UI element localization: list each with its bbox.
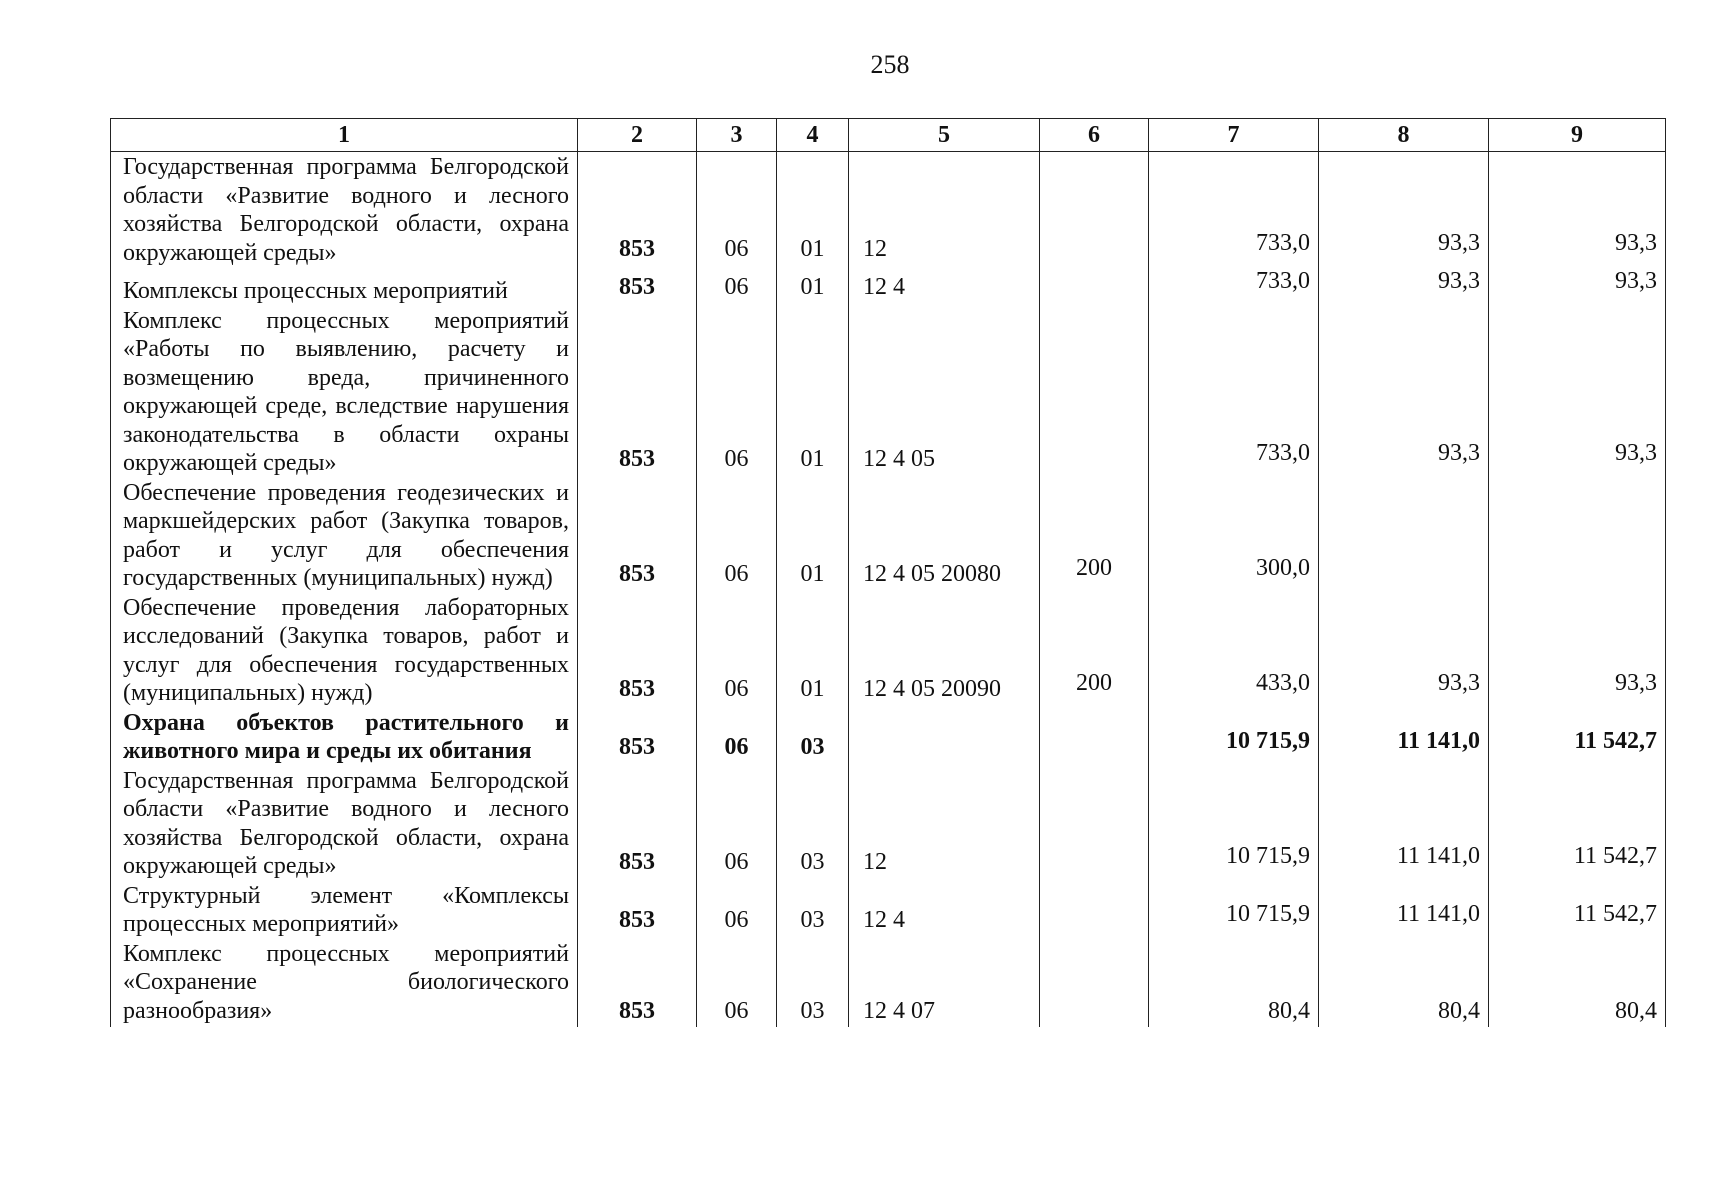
row-subsection-cell: 01 — [777, 152, 849, 268]
row-section-cell: 06 — [697, 881, 777, 939]
table-row — [111, 766, 1666, 881]
row-section-cell: 06 — [697, 766, 777, 881]
row-expense-type-cell — [1040, 306, 1149, 478]
table-row — [111, 152, 1666, 268]
row-subsection-cell: 03 — [777, 766, 849, 881]
row-name-cell: Охрана объектов растительного и животного мира и среды их обитания — [111, 708, 578, 766]
row-chapter-cell: 853 — [578, 766, 697, 881]
row-amount-year-2-cell: 93,3 — [1319, 306, 1489, 478]
table-body — [111, 152, 1666, 1028]
row-name-cell: Государственная программа Белгородской области «Развитие водного и лесного хозяйства Белгородской области, охрана окружающей среды» — [111, 766, 578, 881]
row-subsection-cell: 01 — [777, 593, 849, 708]
column-header-amount-year-1: 7 — [1149, 119, 1319, 152]
row-expense-type-cell — [1040, 267, 1149, 306]
row-chapter-cell: 853 — [578, 708, 697, 766]
row-target-article-cell: 12 4 — [849, 881, 1040, 939]
row-target-article-cell: 12 — [849, 766, 1040, 881]
row-name-cell: Обеспечение проведения лабораторных исследований (Закупка товаров, работ и услуг для обеспечения государственных (муниципальных) нужд) — [111, 593, 578, 708]
row-chapter-cell: 853 — [578, 939, 697, 1028]
table-row — [111, 708, 1666, 766]
row-amount-year-1-cell: 733,0 — [1149, 267, 1319, 306]
table-row — [111, 267, 1666, 306]
row-amount-year-2-cell: 93,3 — [1319, 152, 1489, 268]
column-header-subsection: 4 — [777, 119, 849, 152]
row-amount-year-1-cell: 733,0 — [1149, 152, 1319, 268]
row-amount-year-2-cell — [1319, 478, 1489, 593]
row-amount-year-3-cell: 11 542,7 — [1489, 766, 1666, 881]
row-amount-year-3-cell: 93,3 — [1489, 152, 1666, 268]
row-name-cell: Комплекс процессных мероприятий «Сохранение биологического разнообразия» — [111, 939, 578, 1028]
row-section-cell: 06 — [697, 306, 777, 478]
table-row — [111, 939, 1666, 1028]
row-target-article-cell: 12 4 05 20080 — [849, 478, 1040, 593]
row-target-article-cell: 12 4 05 — [849, 306, 1040, 478]
row-amount-year-3-cell: 80,4 — [1489, 939, 1666, 1028]
row-amount-year-2-cell: 11 141,0 — [1319, 766, 1489, 881]
row-target-article-cell: 12 4 05 20090 — [849, 593, 1040, 708]
row-subsection-cell: 03 — [777, 708, 849, 766]
table-row — [111, 881, 1666, 939]
row-expense-type-cell — [1040, 708, 1149, 766]
table-header-row — [111, 119, 1666, 152]
row-amount-year-3-cell: 93,3 — [1489, 593, 1666, 708]
row-expense-type-cell — [1040, 881, 1149, 939]
row-subsection-cell: 03 — [777, 881, 849, 939]
row-amount-year-1-cell: 80,4 — [1149, 939, 1319, 1028]
page-number: 258 — [870, 50, 910, 79]
row-name-cell: Государственная программа Белгородской области «Развитие водного и лесного хозяйства Белгородской области, охрана окружающей среды» — [111, 152, 578, 268]
row-amount-year-1-cell: 733,0 — [1149, 306, 1319, 478]
row-amount-year-2-cell: 11 141,0 — [1319, 881, 1489, 939]
row-chapter-cell: 853 — [578, 306, 697, 478]
table-row — [111, 478, 1666, 593]
row-amount-year-3-cell: 93,3 — [1489, 306, 1666, 478]
row-name-cell: Комплексы процессных мероприятий — [111, 267, 578, 306]
row-chapter-cell: 853 — [578, 881, 697, 939]
table-row — [111, 593, 1666, 708]
budget-table — [110, 118, 1666, 1027]
row-name-cell: Структурный элемент «Комплексы процессных мероприятий» — [111, 881, 578, 939]
row-amount-year-3-cell: 11 542,7 — [1489, 708, 1666, 766]
row-chapter-cell: 853 — [578, 593, 697, 708]
column-header-name: 1 — [111, 119, 578, 152]
row-amount-year-3-cell: 11 542,7 — [1489, 881, 1666, 939]
row-expense-type-cell: 200 — [1040, 478, 1149, 593]
column-header-amount-year-2: 8 — [1319, 119, 1489, 152]
row-subsection-cell: 03 — [777, 939, 849, 1028]
row-section-cell: 06 — [697, 478, 777, 593]
row-section-cell: 06 — [697, 708, 777, 766]
row-chapter-cell: 853 — [578, 152, 697, 268]
row-amount-year-1-cell: 10 715,9 — [1149, 881, 1319, 939]
column-header-expense-type: 6 — [1040, 119, 1149, 152]
row-amount-year-1-cell: 300,0 — [1149, 478, 1319, 593]
row-name-cell: Комплекс процессных мероприятий «Работы по выявлению, расчету и возмещению вреда, причиненного окружающей среде, вследствие нарушения законодательства в области охраны окружающей среды» — [111, 306, 578, 478]
table-row — [111, 306, 1666, 478]
row-amount-year-3-cell — [1489, 478, 1666, 593]
column-header-chapter: 2 — [578, 119, 697, 152]
row-amount-year-1-cell: 10 715,9 — [1149, 708, 1319, 766]
row-target-article-cell — [849, 708, 1040, 766]
row-target-article-cell: 12 4 — [849, 267, 1040, 306]
column-header-target-article: 5 — [849, 119, 1040, 152]
row-target-article-cell: 12 4 07 — [849, 939, 1040, 1028]
row-amount-year-2-cell: 11 141,0 — [1319, 708, 1489, 766]
row-target-article-cell: 12 — [849, 152, 1040, 268]
row-amount-year-2-cell: 80,4 — [1319, 939, 1489, 1028]
row-section-cell: 06 — [697, 267, 777, 306]
row-chapter-cell: 853 — [578, 478, 697, 593]
row-expense-type-cell — [1040, 152, 1149, 268]
row-section-cell: 06 — [697, 152, 777, 268]
row-section-cell: 06 — [697, 939, 777, 1028]
row-subsection-cell: 01 — [777, 306, 849, 478]
row-name-cell: Обеспечение проведения геодезических и маркшейдерских работ (Закупка товаров, работ и услуг для обеспечения государственных (муниципальных) нужд) — [111, 478, 578, 593]
row-subsection-cell: 01 — [777, 478, 849, 593]
row-expense-type-cell: 200 — [1040, 593, 1149, 708]
row-amount-year-2-cell: 93,3 — [1319, 267, 1489, 306]
row-chapter-cell: 853 — [578, 267, 697, 306]
row-amount-year-1-cell: 10 715,9 — [1149, 766, 1319, 881]
row-amount-year-2-cell: 93,3 — [1319, 593, 1489, 708]
row-section-cell: 06 — [697, 593, 777, 708]
column-header-amount-year-3: 9 — [1489, 119, 1666, 152]
row-expense-type-cell — [1040, 939, 1149, 1028]
row-subsection-cell: 01 — [777, 267, 849, 306]
row-amount-year-3-cell: 93,3 — [1489, 267, 1666, 306]
row-amount-year-1-cell: 433,0 — [1149, 593, 1319, 708]
row-expense-type-cell — [1040, 766, 1149, 881]
column-header-section: 3 — [697, 119, 777, 152]
